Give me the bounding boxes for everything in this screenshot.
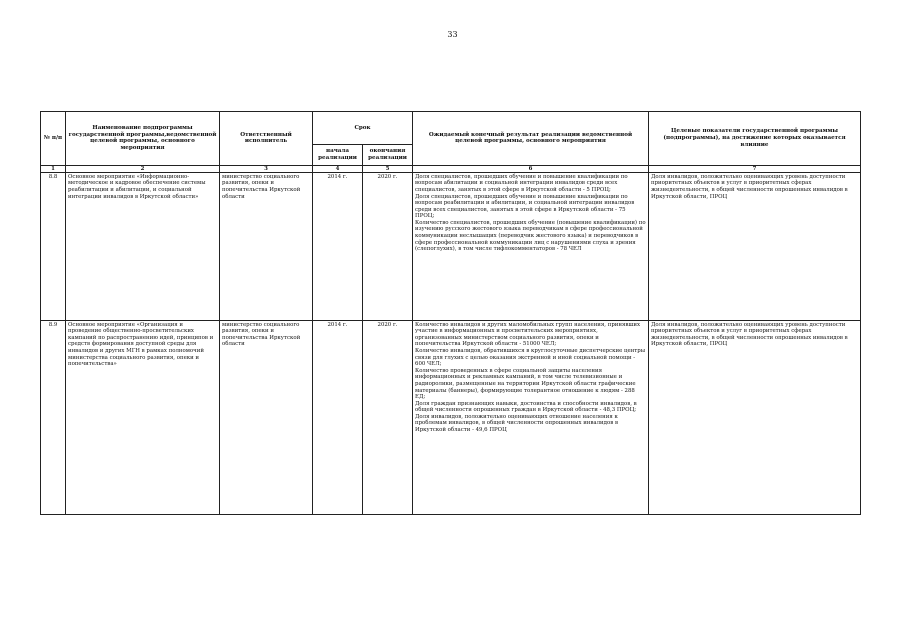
table-row (41, 320, 861, 514)
header-executor: Ответственный исполнитель (220, 112, 313, 166)
result-item: Количество инвалидов и других маломобильных групп населения, принявших участие в информационных и просветительских мероприятиях, организованных министерством социального развития, опеки и попечительства Иркутской области - 51000 ЧЕЛ; (415, 321, 641, 348)
row-expected-result (413, 172, 649, 320)
header-num: № п/п (41, 112, 66, 166)
row-measure-name: Основное мероприятие «Информационно-методическое и кадровое обеспечение системы реабилитации и абилитации, и социальной интеграции инвалидов в Иркутской области» (66, 172, 220, 320)
result-item: Доля граждан признающих навыки, достоинства и способности инвалидов, в общей численности опрошенных граждан в Иркутской области - 48,3 ПРОЦ; (415, 400, 637, 414)
measures-table (40, 111, 860, 515)
row-number: 8.8 (41, 172, 66, 320)
row-start-date: 2014 г. (313, 172, 363, 320)
row-number: 8.9 (41, 320, 66, 514)
column-number: 3 (220, 165, 313, 172)
row-executor: министерство социального развития, опеки и попечительства Иркутской области (220, 320, 313, 514)
result-item: Доля специалистов, прошедших обучение и повышение квалификации по вопросам реабилитации и абилитации, и социальной интеграции инвалидов среди всех специалистов, занятых в этой сфере в Иркутской области - 75 ПРОЦ; (415, 193, 635, 220)
result-item: Доля инвалидов, положительно оценивающих отношение населения к проблемам инвалидов, в общей численности опрошенных инвалидов в Иркутской области - 49,6 ПРОЦ (415, 413, 618, 434)
column-number: 7 (649, 165, 861, 172)
result-item: Доля специалистов, прошедших обучение и повышение квалификации по вопросам абилитации и социальной интеграции инвалидов среди всех специалистов, занятых в этой сфере в Иркутской области - 5 ПРОЦ; (415, 173, 628, 193)
header-indicators: Целевые показатели государственной программы (подпрограммы), на достижение которых оказывается влияние (649, 112, 861, 166)
column-number: 2 (66, 165, 220, 172)
row-indicators: Доля инвалидов, положительно оценивающих уровень доступности приоритетных объектов и услуг в приоритетных сферах жизнедеятельности, в общей численности опрошенных инвалидов в Иркутской области, ПРОЦ (649, 172, 861, 320)
page-number: 33 (447, 30, 458, 39)
row-expected-result (413, 320, 649, 514)
column-number: 4 (313, 165, 363, 172)
row-start-date: 2014 г. (313, 320, 363, 514)
header-result: Ожидаемый конечный результат реализации ведомственной целевой программы, основного мероприятия (413, 112, 649, 166)
row-executor: министерство социального развития, опеки и попечительства Иркутской области (220, 172, 313, 320)
row-measure-name: Основное мероприятие «Организация и проведение общественно-просветительских кампаний по распространению идей, принципов и средств формирования доступной среды для инвалидов и других МГН в рамках полномочий министерства социального развития, опеки и попечительства» (66, 320, 220, 514)
column-number: 1 (41, 165, 66, 172)
row-indicators: Доля инвалидов, положительно оценивающих уровень доступности приоритетных объектов и услуг в приоритетных сферах жизнедеятельности, в общей численности опрошенных инвалидов в Иркутской области, ПРОЦ (649, 320, 861, 514)
row-end-date: 2020 г. (363, 172, 413, 320)
result-item: Количество специалистов, прошедших обучение (повышение квалификации) по изучению русского жестового языка переводчикам в сфере профессиональной коммуникации неслышащих (переводчик жестового языка) и переводчиков в сфере профессиональной коммуникации лиц с нарушениями слуха и зрения (слепоглухих), в том числе тифлокомментаторов - 78 ЧЕЛ (415, 219, 646, 253)
header-term-end: окончания реализации (363, 145, 413, 165)
header-term: Срок (313, 112, 413, 145)
result-item: Количество проведенных в сфере социальной защиты населения информационных и рекламных кампаний, в том числе телевизионные и радиоролики, размещенные на территории Иркутской области графические материалы (баннеры), формирующие толерантное отношение к людям - 288 ЕД; (415, 367, 636, 401)
row-end-date: 2020 г. (363, 320, 413, 514)
header-name: Наименование подпрограммы государственной программы,ведомственной целевой программы, основного мероприятия (66, 112, 220, 166)
table-row (41, 172, 861, 320)
header-term-start: начала реализации (313, 145, 363, 165)
column-number: 5 (363, 165, 413, 172)
column-number: 6 (413, 165, 649, 172)
result-item: Количество инвалидов, обратившихся в круглосуточные диспетчерские центры связи для глухих с целью оказания экстренной и иной социальной помощи - 600 ЧЕЛ; (415, 347, 645, 368)
